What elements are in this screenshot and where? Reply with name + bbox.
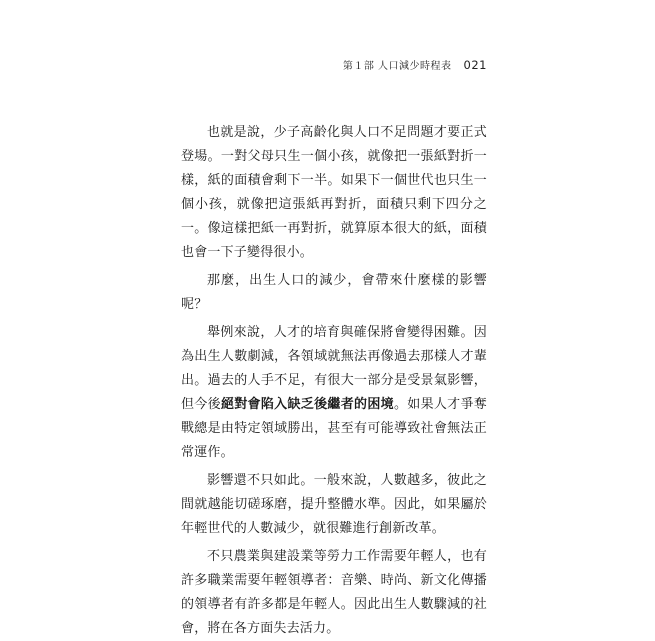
running-header	[343, 57, 487, 72]
paragraph-1: 也就是說，少子高齡化與人口不足問題才要正式登場。一對父母只生一個小孩，就像把一張紙對折一樣，紙的面積會剩下一半。如果下一個世代也只生一個小孩，就像把這張紙再對折，面積只剩下四分之一。像這樣把紙一再對折，就算原本很大的紙，面積也會一下子變得很小。	[181, 125, 487, 260]
paragraph-4: 影響還不只如此。一般來說，人數越多，彼此之間就越能切磋琢磨，提升整體水準。因此，如果屬於年輕世代的人數減少，就很難進行創新改革。	[181, 473, 487, 536]
chapter-title: 第１部 人口減少時程表	[342, 61, 452, 72]
paragraph-5: 不只農業與建設業等勞力工作需要年輕人，也有許多職業需要年輕領導者：音樂、時尚、新文化傳播的領導者有許多都是年輕人。因此出生人數驟減的社會，將在各方面失去活力。	[181, 549, 487, 636]
page-number: 021	[463, 58, 487, 72]
paragraph-3-text-before: 舉例來說，人才的培育與確保將會變得困難。因為出生人數劇減，各領域就無法再像過去那樣人才輩出。過去的人手不足，有很大一部分是受景氣影響，但今後	[181, 325, 487, 412]
body-text	[181, 121, 487, 641]
paragraph-3	[181, 321, 487, 465]
paragraph-3-text-after: 。如果人才爭奪戰總是由特定領域勝出，甚至有可能導致社會無法正常運作。	[181, 397, 488, 460]
emphasis-text: 絕對會陷入缺乏後繼者的困境	[220, 397, 394, 412]
paragraph-2: 那麼，出生人口的減少，會帶來什麼樣的影響呢？	[181, 273, 487, 312]
